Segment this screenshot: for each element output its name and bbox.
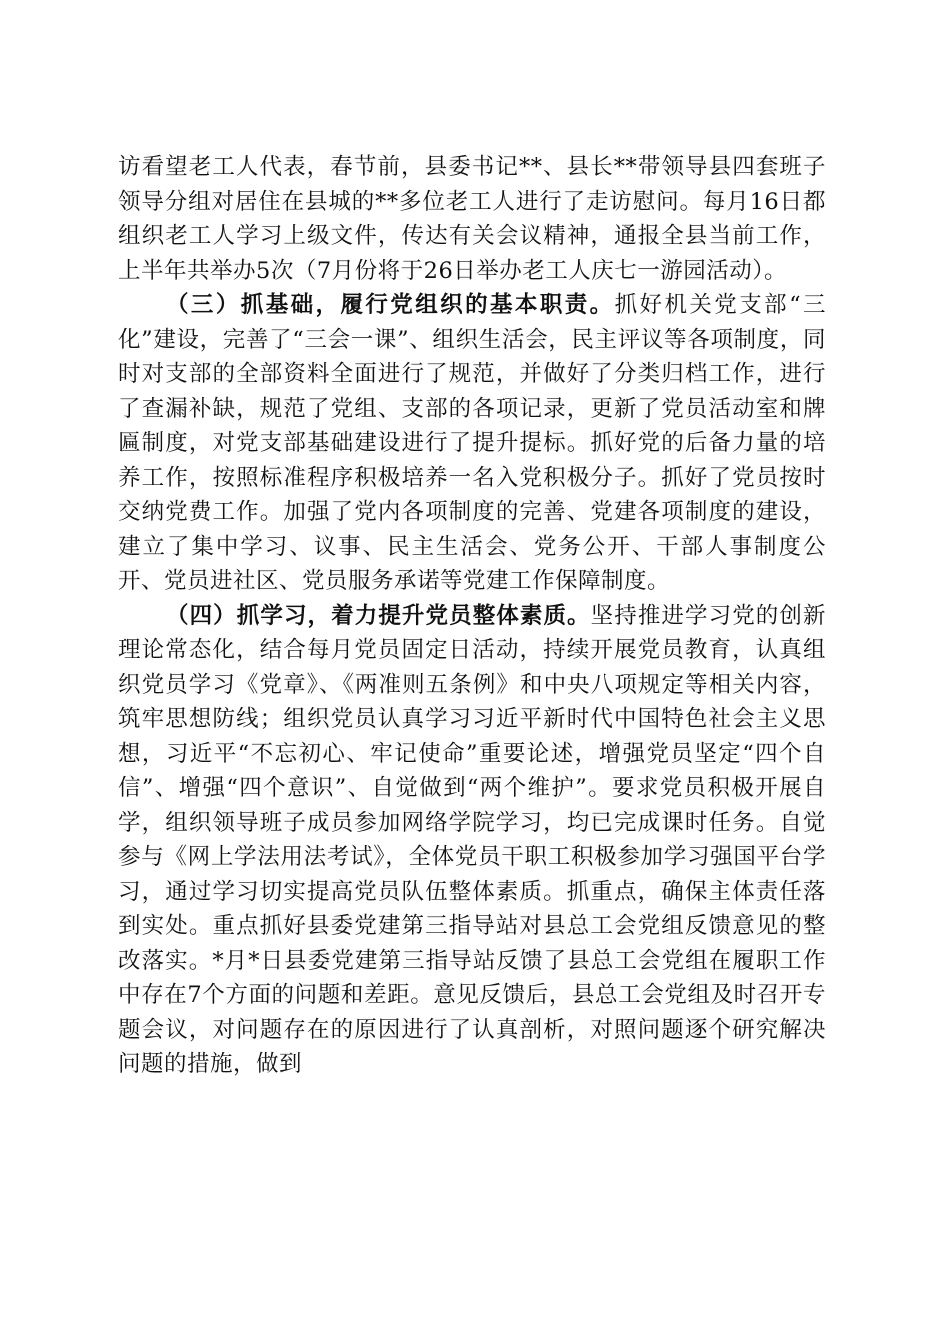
document-page (118, 150, 826, 1082)
paragraph-section-4 (118, 599, 826, 1082)
section-heading-3: （三）抓基础，履行党组织的基本职责。 (166, 292, 615, 318)
paragraph-body: 访看望老工人代表，春节前，县委书记**、县长**带领导县四套班子领导分组对居住在县城的**多位老工人进行了走访慰问。每月16日都组织老工人学习上级文件，传达有关会议精神，通报全县当前工作，上半年共举办5次（7月份将于26日举办老工人庆七一游园活动）。 (118, 154, 826, 284)
paragraph-section-3 (118, 288, 826, 599)
paragraph-body: 坚持推进学习党的创新理论常态化，结合每月党员固定日活动，持续开展党员教育，认真组织党员学习《党章》、《两准则五条例》和中央八项规定等相关内容，筑牢思想防线；组织党员认真学习习近平新时代中国特色社会主义思想，习近平“不忘初心、牢记使命”重要论述，增强党员坚定“四个自信”、增强“四个意识”、自觉做到“两个维护”。要求党员积极开展自学，组织领导班子成员参加网络学院学习，均已完成课时任务。自觉参与《网上学法用法考试》，全体党员干职工积极参加学习强国平台学习，通过学习切实提高党员队伍整体素质。抓重点，确保主体责任落到实处。重点抓好县委党建第三指导站对县总工会党组反馈意见的整改落实。*月*日县委党建第三指导站反馈了县总工会党组在履职工作中存在7个方面的问题和差距。意见反馈后，县总工会党组及时召开专题会议，对问题存在的原因进行了认真剖析，对照问题逐个研究解决问题的措施，做到 (118, 602, 826, 1077)
section-heading-4: （四）抓学习，着力提升党员整体素质。 (166, 602, 591, 629)
paragraph-continuation (118, 150, 826, 288)
paragraph-body: 抓好机关党支部“三化”建设，完善了“三会一课”、组织生活会，民主评议等各项制度，同时对支部的全部资料全面进行了规范，并做好了分类归档工作，进行了查漏补缺，规范了党组、支部的各项记录，更新了党员活动室和牌匾制度，对党支部基础建设进行了提升提标。抓好党的后备力量的培养工作，按照标准程序积极培养一名入党积极分子。抓好了党员按时交纳党费工作。加强了党内各项制度的完善、党建各项制度的建设，建立了集中学习、议事、民主生活会、党务公开、干部人事制度公开、党员进社区、党员服务承诺等党建工作保障制度。 (118, 292, 826, 594)
